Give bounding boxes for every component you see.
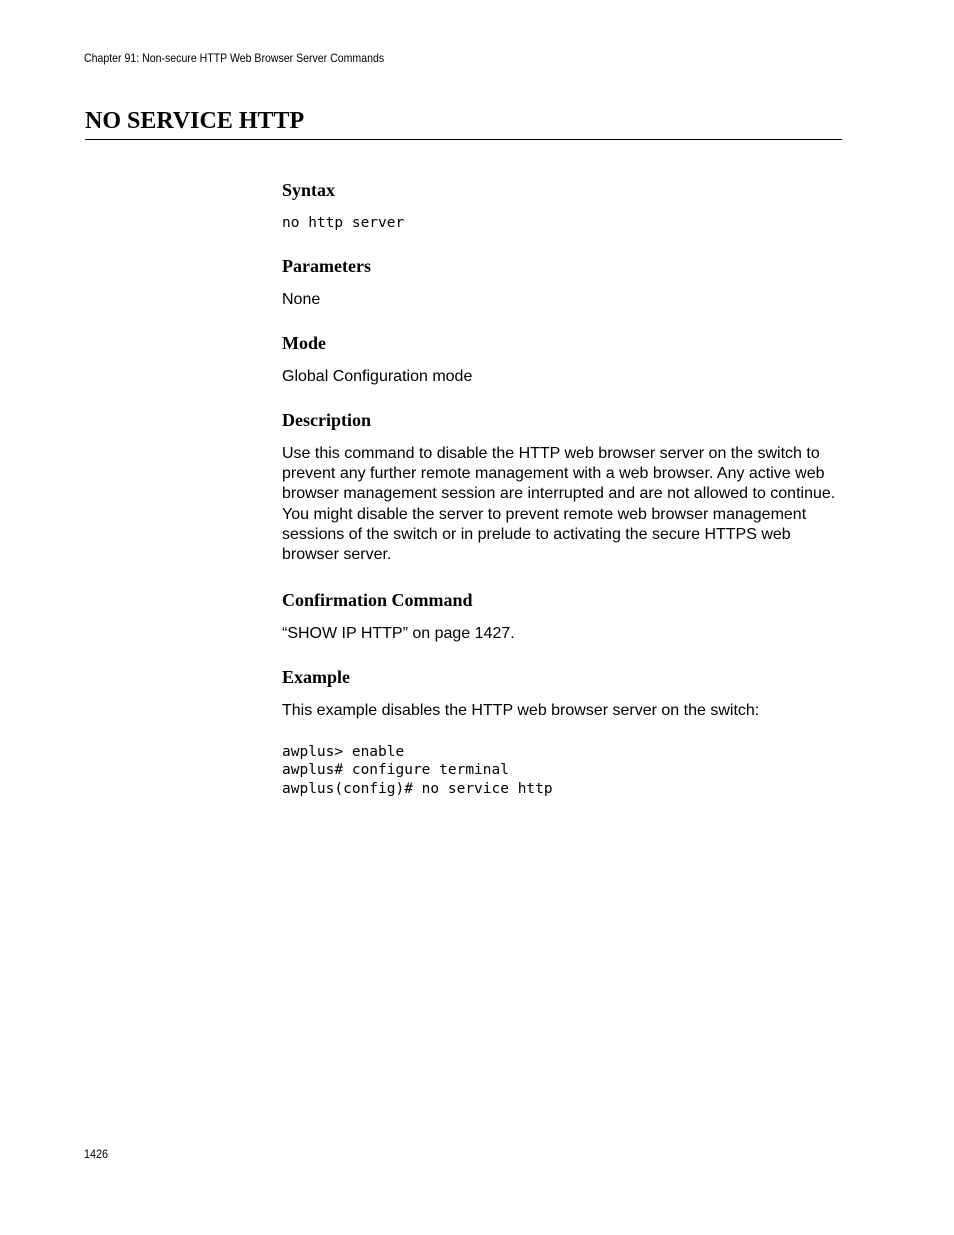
chapter-header: Chapter 91: Non-secure HTTP Web Browser Server Commands bbox=[84, 51, 385, 65]
confirmation-heading: Confirmation Command bbox=[282, 590, 473, 611]
page-title: NO SERVICE HTTP bbox=[85, 108, 305, 134]
example-code-line: awplus# configure terminal bbox=[282, 762, 509, 779]
parameters-text: None bbox=[282, 290, 321, 308]
description-text: Use this command to disable the HTTP web browser server on the switch to prevent any further remote management with a web browser. Any active web browser management session are interrupted and are not allowed to continue. You might disable the server to prevent remote web browser management sessions of the switch or in prelude to activating the secure HTTPS web browser server. bbox=[282, 445, 836, 564]
syntax-section bbox=[282, 178, 847, 233]
example-section bbox=[282, 665, 847, 798]
example-text: This example disables the HTTP web browser server on the switch: bbox=[282, 702, 760, 720]
confirmation-section bbox=[282, 588, 847, 644]
syntax-code: no http server bbox=[282, 215, 405, 231]
parameters-heading: Parameters bbox=[282, 255, 371, 276]
example-code-line: awplus> enable bbox=[282, 743, 405, 760]
mode-heading: Mode bbox=[282, 332, 326, 353]
syntax-heading: Syntax bbox=[282, 180, 336, 200]
mode-section bbox=[282, 331, 847, 387]
example-code bbox=[282, 743, 847, 799]
description-section bbox=[282, 408, 847, 565]
confirmation-link[interactable]: “SHOW IP HTTP” on page 1427. bbox=[282, 625, 515, 643]
page-number: 1426 bbox=[84, 1147, 109, 1161]
content bbox=[282, 178, 847, 819]
parameters-section bbox=[282, 254, 847, 310]
mode-text: Global Configuration mode bbox=[282, 367, 473, 385]
title-rule bbox=[85, 139, 842, 140]
description-heading: Description bbox=[282, 410, 371, 430]
example-heading: Example bbox=[282, 667, 351, 688]
example-code-line: awplus(config)# no service http bbox=[282, 780, 553, 797]
